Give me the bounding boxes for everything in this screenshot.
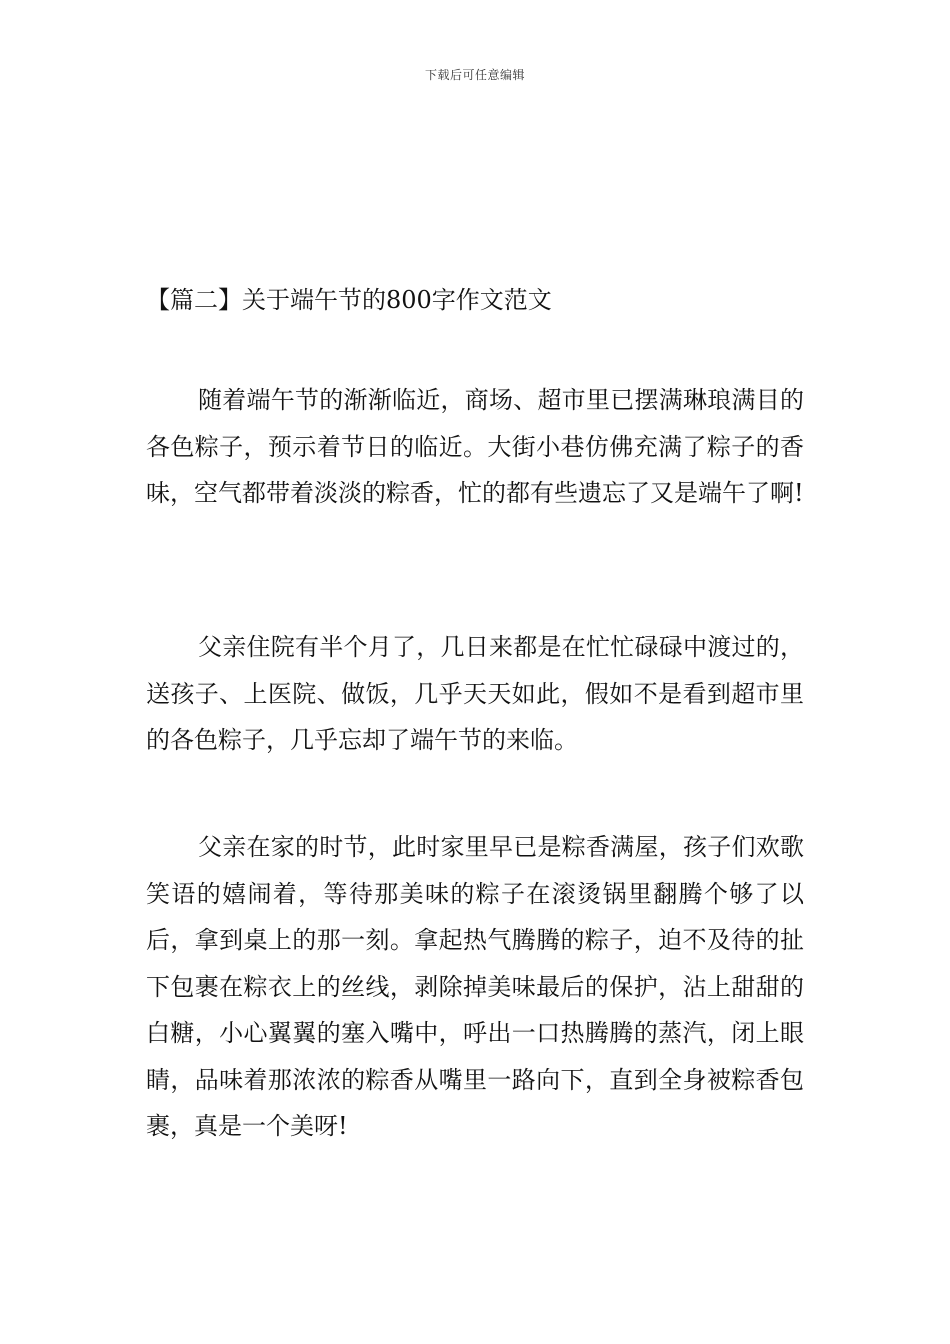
- document-title: 【篇二】关于端午节的800字作文范文: [146, 286, 552, 314]
- header-note: 下载后可任意编辑: [424, 68, 525, 82]
- paragraph-3: 父亲在家的时节，此时家里早已是粽香满屋，孩子们欢歌笑语的嬉闹着，等待那美味的粽子在滚烫锅里翻腾个够了以后，拿到桌上的那一刻。拿起热气腾腾的粽子，迫不及待的扯下包裹在粽衣上的丝线，剥除掉美味最后的保护，沾上甜甜的白糖，小心翼翼的塞入嘴中，呼出一口热腾腾的蒸汽，闭上眼睛，品味着那浓浓的粽香从嘴里一路向下，直到全身被粽香包裹，真是一个美呀!: [146, 833, 804, 1140]
- paragraph-2: 父亲住院有半个月了，几日来都是在忙忙碌碌中渡过的，送孩子、上医院、做饭，几乎天天如此，假如不是看到超市里的各色粽子，几乎忘却了端午节的来临。: [146, 633, 804, 754]
- paragraph-1: 随着端午节的渐渐临近，商场、超市里已摆满琳琅满目的各色粽子，预示着节日的临近。大街小巷仿佛充满了粽子的香味，空气都带着淡淡的粽香，忙的都有些遗忘了又是端午了啊!: [146, 386, 804, 507]
